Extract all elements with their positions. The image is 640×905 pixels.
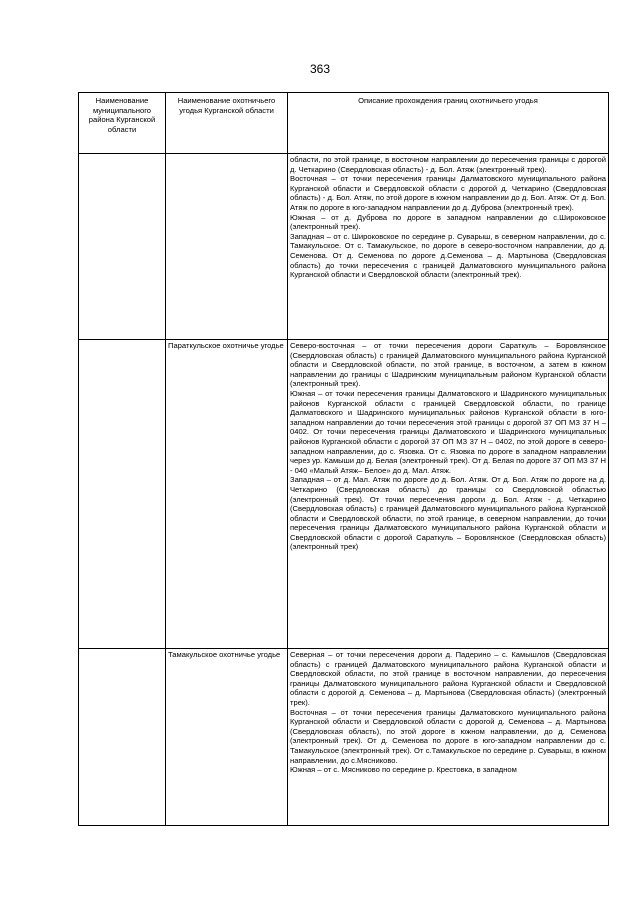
description-paragraph: Восточная – от точки пересечения границы Далматовского муниципального района Курганской области и Свердловской области с дорогой д. Семенова – д. Мартынова (Свердловская область), по этой дороге в южном направлении, до д. Семенова (электронный трек). От д. Семенова по дороге в юго-западном направлении до с. Тамакульское (электронный трек). От с.Тамакульское по середине р. Суварыш, в южном направлении, до с.Мясниково. — [290, 707, 606, 765]
description-paragraph: Северо-восточная – от точки пересечения дороги Сараткуль – Боровлянское (Свердловская область) с границей Далматовского муниципального района Курганской области и Свердловской области, по этой границе, в восточном, а затем в южном направлении до границы с Шадринским муниципальным районом Курганской области (электронный трек). — [290, 341, 606, 389]
description-paragraph: Южная – от д. Дуброва по дороге в западном направлении до с.Широковское (электронный трек). — [290, 212, 606, 232]
description-cell — [288, 154, 609, 340]
page-number: 363 — [309, 62, 331, 76]
description-paragraph: области, по этой границе, в восточном направлении до пересечения границы с дорогой д. Четкарино (Свердловская область) - д. Бол. Атяж (электронный трек). — [290, 155, 606, 174]
hunting-area-cell — [166, 154, 288, 340]
hunting-area-cell: Тамакульское охотничье угодье — [166, 649, 288, 826]
district-cell — [79, 154, 166, 340]
boundaries-table — [78, 92, 609, 826]
description-paragraph: Южная – от с. Мясниково по середине р. Крестовка, в западном — [290, 765, 517, 775]
district-cell — [79, 649, 166, 826]
description-paragraph: Северная – от точки пересечения дороги д. Падерино – с. Камышлов (Свердловская область) с границей Далматовского муниципального района Курганской области и Свердловской области, по этой границе в восточном направлении, до пересечения границы Далматовского муниципального района Курганской области и Свердловской области с дорогой д. Семенова – д. Мартынова (Свердловская область) (электронный трек). — [290, 650, 606, 707]
table-row — [79, 154, 609, 340]
table-row — [79, 340, 609, 649]
description-cell — [288, 340, 609, 649]
description-cell — [288, 649, 609, 826]
header-hunting-area: Наименование охотничьего угодья Курганской области — [166, 93, 288, 154]
table-header-row — [79, 93, 609, 154]
district-cell — [79, 340, 166, 649]
header-boundary-description: Описание прохождения границ охотничьего угодья — [288, 93, 609, 154]
description-paragraph: Западная – от д. Мал. Атяж по дороге до д. Бол. Атяж. От д. Бол. Атяж по дороге на д. Четкарино (Свердловская область) до границы со Свердловской областью (электронный трек). От точки пересечения дороги д. Бол. Атяж - д. Четкарино (Свердловская область) с границей Далматовского муниципального района Курганской области и Свердловской области, по этой границе, в северном направлении, до точки пересечения границы Далматовского муниципального района Курганской области и Свердловской области с дорогой Сараткуль – Боровлянское (Свердловская область) (электронный трек) — [290, 475, 606, 552]
header-district: Наименование муниципального района Курганской области — [79, 93, 166, 154]
hunting-area-cell: Параткульское охотничье угодье — [166, 340, 288, 649]
description-paragraph: Восточная – от точки пересечения границы Далматовского муниципального района Курганской области и Свердловской области с дорогой д. Четкарино (Свердловская область) - д. Бол. Атяж, по этой дороге в южном направлении до д. Бол. Атяж. От д. Бол. Атяж по дороге в юго-западном направлении до д. Дуброва (электронный трек). — [290, 174, 606, 212]
description-paragraph: Южная – от точки пересечения границы Далматовского и Шадринского муниципальных районов Курганской области с границей Свердловской области, по границе Далматовского и Шадринского муниципальных районов Курганской области в юго-западном направлении до точки пересечения этой границы с дорогой 37 ОП МЗ 37 Н – 0402. От точки пересечения границы Далматовского и Шадринского муниципальных районов Курганской области с дорогой 37 ОП МЗ 37 Н – 0402, по этой дороге в северо-западном направлении, до с. Язовка. От с. Язовка по дороге в западном направлении через ур. Камыши до д. Белая (электронный трек). От д. Белая по дороге 37 ОП МЗ 37 Н - 040 «Малый Атяж– Белое» до д. Мал. Атяж. — [290, 388, 606, 475]
description-paragraph: Западная – от с. Широковское по середине р. Суварыш, в северном направлении, до с. Тамакульское. От с. Тамакульское, по дороге в северо-восточном направлении, до д. Семенова. От д. Семенова по дороге д.Семенова – д. Мартынова (Свердловская область) до точки пересечения с границей Далматовского муниципального района Курганской области и Свердловской области (электронный трек). — [290, 231, 606, 280]
table-row — [79, 649, 609, 826]
